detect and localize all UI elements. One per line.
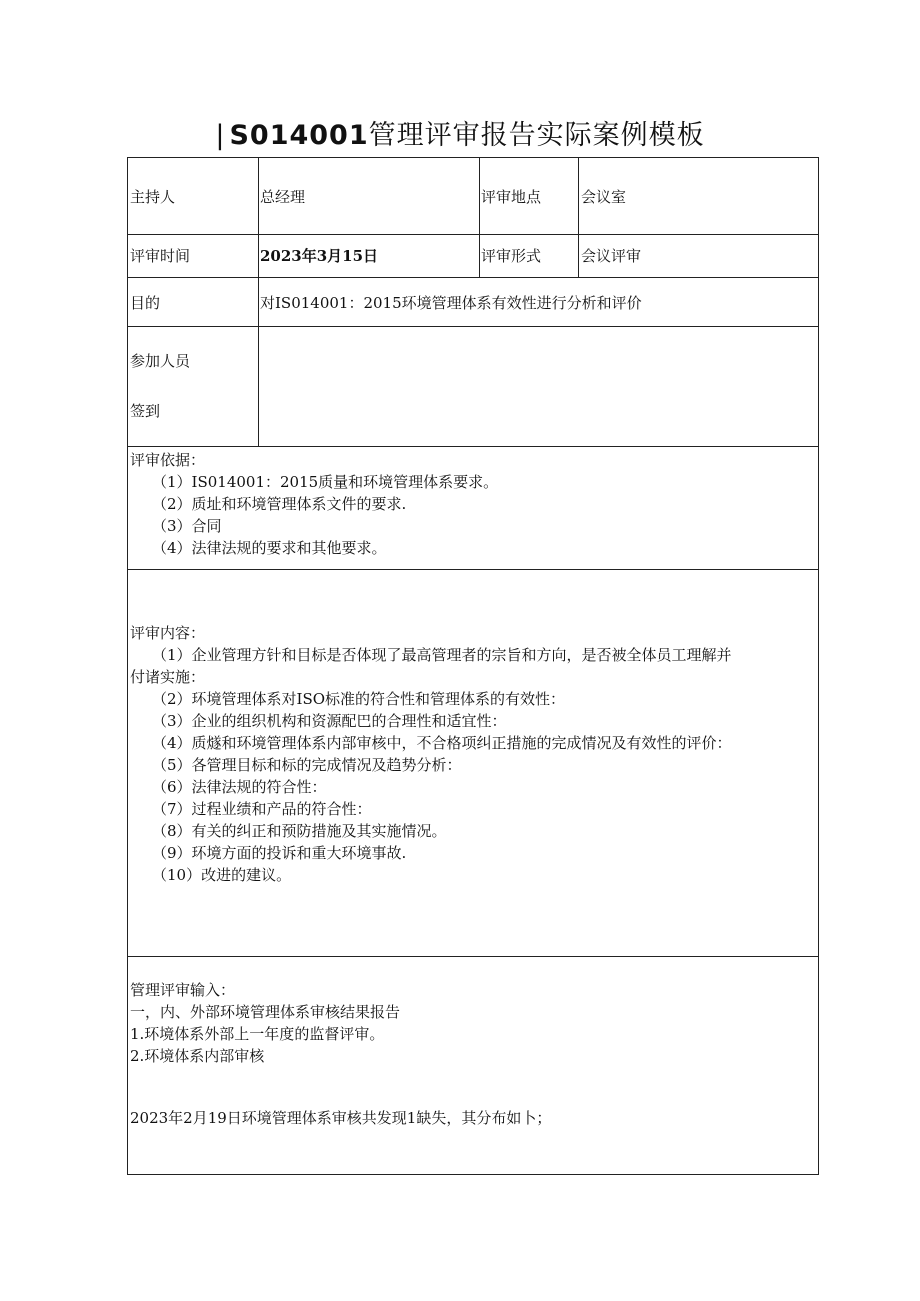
row-divider	[128, 569, 818, 570]
review-content-item: （3）企业的组织机构和资源配巴的合理性和适宜性：	[152, 712, 507, 730]
review-content-item: （6）法律法规的符合性：	[152, 778, 327, 796]
review-content-heading: 评审内容：	[130, 624, 206, 642]
time-label: 评审时间	[130, 247, 191, 265]
review-content-item: （1）企业管理方针和目标是否体现了最高管理者的宗旨和方向，是否被全体员工理解并	[152, 646, 732, 664]
location-value: 会议室	[581, 188, 627, 206]
title-standard-code: S014001	[229, 120, 369, 151]
review-input-line: 2023年2月19日环境管理体系审核共发现1缺失，其分布如卜；	[130, 1109, 552, 1127]
review-basis-item: （4）法律法规的要求和其他要求。	[152, 539, 387, 557]
title-bar-mark: |	[215, 120, 226, 151]
form-value: 会议评审	[581, 247, 642, 265]
review-basis-item: （3）合同	[152, 517, 222, 535]
column-divider	[258, 158, 259, 446]
location-label: 评审地点	[481, 188, 542, 206]
review-input-line: 2.环境体系内部审核	[130, 1047, 265, 1065]
review-input-heading: 管理评审输入：	[130, 981, 236, 999]
time-value: 2023年3月15日	[260, 247, 379, 265]
column-divider	[578, 158, 579, 277]
review-report-table	[127, 157, 819, 1175]
review-content-item: （9）环境方面的投诉和重大环境事故.	[152, 844, 407, 862]
document-title	[0, 113, 920, 152]
review-content-item: 付诸实施：	[130, 668, 206, 686]
purpose-label: 目的	[130, 294, 161, 312]
review-content-item: （4）质燧和环境管理体系内部审核中，不合格项纠正措施的完成情况及有效性的评价：	[152, 734, 732, 752]
row-divider	[128, 326, 818, 327]
review-content-item: （5）各管理目标和标的完成情况及趋势分析：	[152, 756, 462, 774]
review-content-item: （8）有关的纠正和预防措施及其实施情况。	[152, 822, 447, 840]
row-divider	[128, 956, 818, 957]
review-input-line: 1.环境体系外部上一年度的监督评审。	[130, 1025, 385, 1043]
title-text: 管理评审报告实际案例模板	[368, 120, 705, 151]
review-basis-item: （2）质址和环境管理体系文件的要求.	[152, 495, 407, 513]
column-divider	[479, 158, 480, 277]
attendees-label: 参加人员	[130, 352, 191, 370]
review-content-section	[130, 622, 816, 886]
form-label: 评审形式	[481, 247, 542, 265]
row-divider	[128, 277, 818, 278]
review-content-item: （10）改进的建议。	[152, 866, 292, 884]
review-basis-item: （1）IS014001：2015质量和环境管理体系要求。	[152, 473, 499, 491]
host-value: 总经理	[260, 188, 306, 206]
review-input-line: 一，内、外部环境管理体系审核结果报告	[130, 1003, 401, 1021]
review-basis-heading: 评审依据：	[130, 451, 206, 469]
row-divider	[128, 234, 818, 235]
review-content-item: （2）环境管理体系对ISO标准的符合性和管理体系的有效性：	[152, 690, 566, 708]
review-basis-section	[130, 449, 816, 559]
purpose-value: 对IS014001：2015环境管理体系有效性进行分析和评价	[260, 294, 642, 312]
row-divider	[128, 446, 818, 447]
review-input-section	[130, 979, 816, 1129]
sign-label: 签到	[130, 402, 161, 420]
review-content-item: （7）过程业绩和产品的符合性：	[152, 800, 372, 818]
host-label: 主持人	[130, 188, 176, 206]
